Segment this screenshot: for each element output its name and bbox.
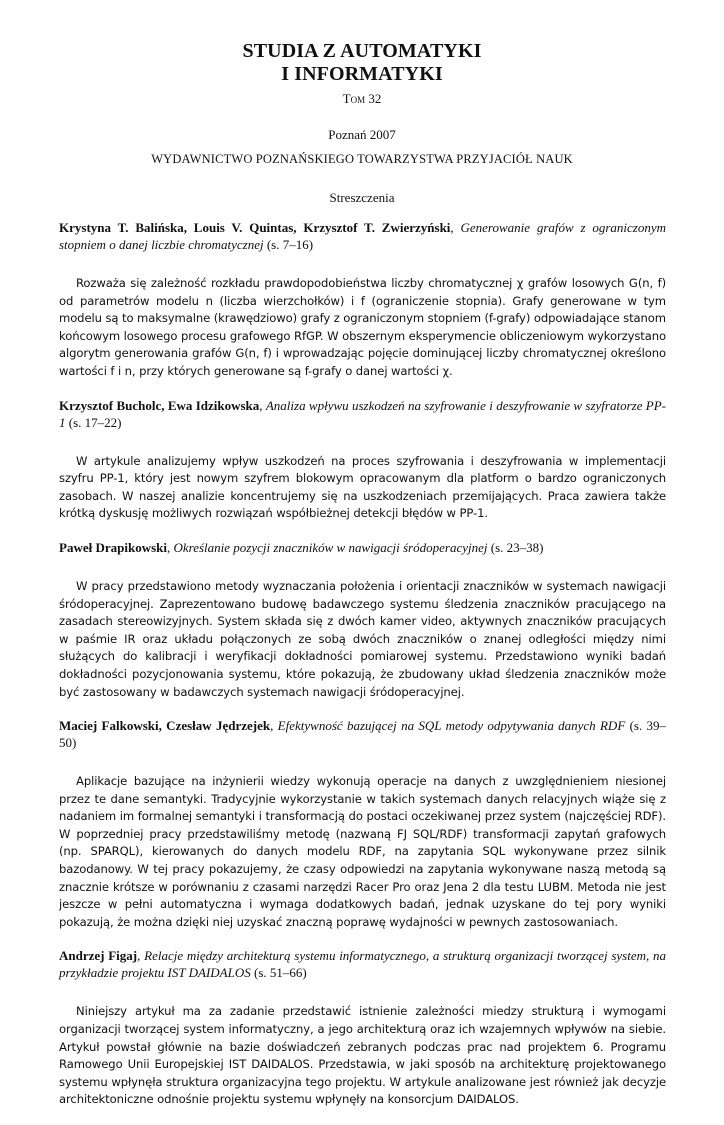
entry-heading: Krystyna T. Balińska, Louis V. Quintas, Krzysztof T. Zwierzyński, Generowanie grafów z ograniczonym stopniem o danej liczbie chromatycznej (s. 7–16): [59, 220, 666, 252]
entry-title: Określanie pozycji znaczników w nawigacji śródoperacyjnej: [173, 539, 488, 555]
abstract-entry: [59, 397, 666, 523]
abstract-entry: [59, 219, 666, 381]
entry-abstract: W artykule analizujemy wpływ uszkodzeń na proces szyfrowania i deszyfrowania w implementacji szyfru PP-1, który jest nowym szyfrem blokowym opracowanym dla platform o bardzo ograniczonych zasobach. W naszej analizie koncentrujemy się na uszkodzeniach przemijających. Praca zawiera także krótką dyskusję możliwych rozwiązań współbieżnej detekcji błędów w PP-1.: [59, 453, 666, 521]
entry-authors: Krystyna T. Balińska, Louis V. Quintas, Krzysztof T. Zwierzyński: [59, 220, 451, 235]
entry-heading: Maciej Falkowski, Czesław Jędrzejek, Efektywność bazującej na SQL metody odpytywania danych RDF (s. 39–50): [59, 718, 667, 751]
entry-heading: Krzysztof Bucholc, Ewa Idzikowska, Analiza wpływu uszkodzeń na szyfrowanie i deszyfrowanie w szyfratorze PP-1 (s. 17–22): [59, 397, 667, 430]
entry-abstract: Aplikacje bazujące na inżynierii wiedzy wykonują operacje na danych z uwzględnieniem niesionej przez te dane semantyki. Tradycyjnie wykorzystanie w takich systemach danych relacyjnych wiąże się z nadaniem im formalnej semantyki i transformacją do postaci oczekiwanej przez system (najczęściej RDF). W poprzedniej pracy przedstawiliśmy metodę (nazwaną FJ SQL/RDF) transformacji zapytań grafowych (np. SPARQL), kierowanych do danych modelu RDF, na zapytania SQL wykonywane przez silnik bazodanowy. W tej pracy pokazujemy, że czasy odpowiedzi na zapytania wykonywane naszą metodą są znacznie krótsze w porównaniu z czasami narzędzi Racer Pro oraz Jena 2 dla testu LUBM. Metoda nie jest jeszcze w pełni automatyczna i wymaga dodatkowych badań, jednak uzyskane do tej pory wyniki pokazują, że można dzięki niej uzyskać znaczną poprawę wydajności w pewnych zastosowaniach.: [59, 774, 666, 929]
entry-pages: (s. 51–66): [253, 965, 307, 981]
entry-authors: Andrzej Figaj: [59, 948, 138, 964]
entry-pages: (s. 7–16): [266, 237, 314, 252]
publisher: WYDAWNICTWO POZNAŃSKIEGO TOWARZYSTWA PRZYJACIÓŁ NAUK: [151, 152, 573, 166]
entry-heading: Andrzej Figaj, Relacje między architekturą systemu informatycznego, a strukturą organizacji tworzącej system, na przykładzie projektu IST DAIDALOS (s. 51–66): [59, 948, 667, 981]
entry-abstract: Niniejszy artykuł ma za zadanie przedstawić istnienie zależności miedzy strukturą i wymogami organizacji tworzącej system informatyczny, a jego architekturą oraz ich wzajemnych wpływów na siebie. Artykuł powstał głównie na bazie doświadczeń zebranych podczas prac nad projektem 6. Programu Ramowego Unii Europejskiej IST DAIDALOS. Przedstawia, w jaki sposób na architekturę projektowanego systemu wpłynęła struktura organizacyjna tego projektu. W artykule analizowane jest również jak decyzje architektoniczne odnośnie projektu systemu wpłynęły na konsorcjum DAIDALOS.: [59, 1004, 666, 1107]
entry-title: Efektywność bazującej na SQL metody odpytywania danych RDF: [277, 718, 626, 734]
entry-authors: Paweł Drapikowski: [59, 539, 167, 555]
entry-abstract: W pracy przedstawiono metody wyznaczania położenia i orientacji znaczników w systemach nawigacji śródoperacyjnej. Zaprezentowano budowę badawczego systemu śledzenia znaczników pracującego na zasadach stereowizyjnych. System składa się z dwóch kamer video, aktywnych znaczników pracujących w paśmie IR oraz układu połączonych ze sobą dwóch znaczników o znanej odległości między nimi służących do kalibracji i weryfikacji dokładności pomiarowej systemu. Przedstawiono wyniki badań dokładności pozycjonowania systemu, które pokazują, że zbudowany układ śledzenia znaczników może być zastosowany w badawczych systemach nawigacji śródoperacyjnej.: [59, 578, 666, 699]
entry-heading: Paweł Drapikowski, Określanie pozycji znaczników w nawigacji śródoperacyjnej (s. 23–38): [59, 539, 544, 555]
entry-authors: Maciej Falkowski, Czesław Jędrzejek: [59, 718, 271, 734]
entry-title: Analiza wpływu uszkodzeń na szyfrowanie i deszyfrowanie w szyfratorze PP-1: [59, 397, 667, 430]
journal-title-line-1: STUDIA Z AUTOMATYKI: [242, 40, 482, 62]
entry-title: Generowanie grafów z ograniczonym stopniem o danej liczbie chromatycznej: [59, 220, 666, 252]
entry-pages: (s. 23–38): [490, 539, 544, 555]
abstract-entry: [59, 947, 666, 1109]
journal-title: [0, 40, 724, 86]
entry-pages: (s. 17–22): [68, 414, 122, 430]
journal-title-line-2: I INFORMATYKI: [281, 63, 443, 85]
entry-abstract: Rozważa się zależność rozkładu prawdopodobieństwa liczby chromatycznej χ grafów losowych G(n, f) od parametrów modelu n (liczba wierzchołków) i f (ograniczenie stopnia). Grafy generowane w tym modelu są to maksymalne (krawędziowo) grafy z ograniczonym stopniem (f-grafy) odpowiadające stanom końcowym losowego procesu grafowego RfGP. W obszernym eksperymencie obliczeniowym wykorzystano algorytm generowania grafów G(n, f) i wprowadzając pojęcie dominującej liczby chromatycznej określono wartości f i n, przy których generowane są f-grafy o danej wartości χ.: [59, 276, 666, 378]
entry-pages: (s. 39–50): [59, 718, 667, 751]
abstract-entry: [59, 539, 666, 701]
abstracts-list: [59, 219, 666, 1125]
place-year: Poznań 2007: [328, 127, 396, 142]
section-heading: Streszczenia: [329, 190, 395, 205]
abstract-entry: [59, 717, 666, 931]
entry-title: Relacje między architekturą systemu informatycznego, a strukturą organizacji tworzącej system, na przykładzie projektu IST DAIDALOS: [59, 948, 667, 981]
entry-authors: Krzysztof Bucholc, Ewa Idzikowska: [59, 397, 260, 413]
volume-number: Tom 32: [342, 91, 382, 106]
